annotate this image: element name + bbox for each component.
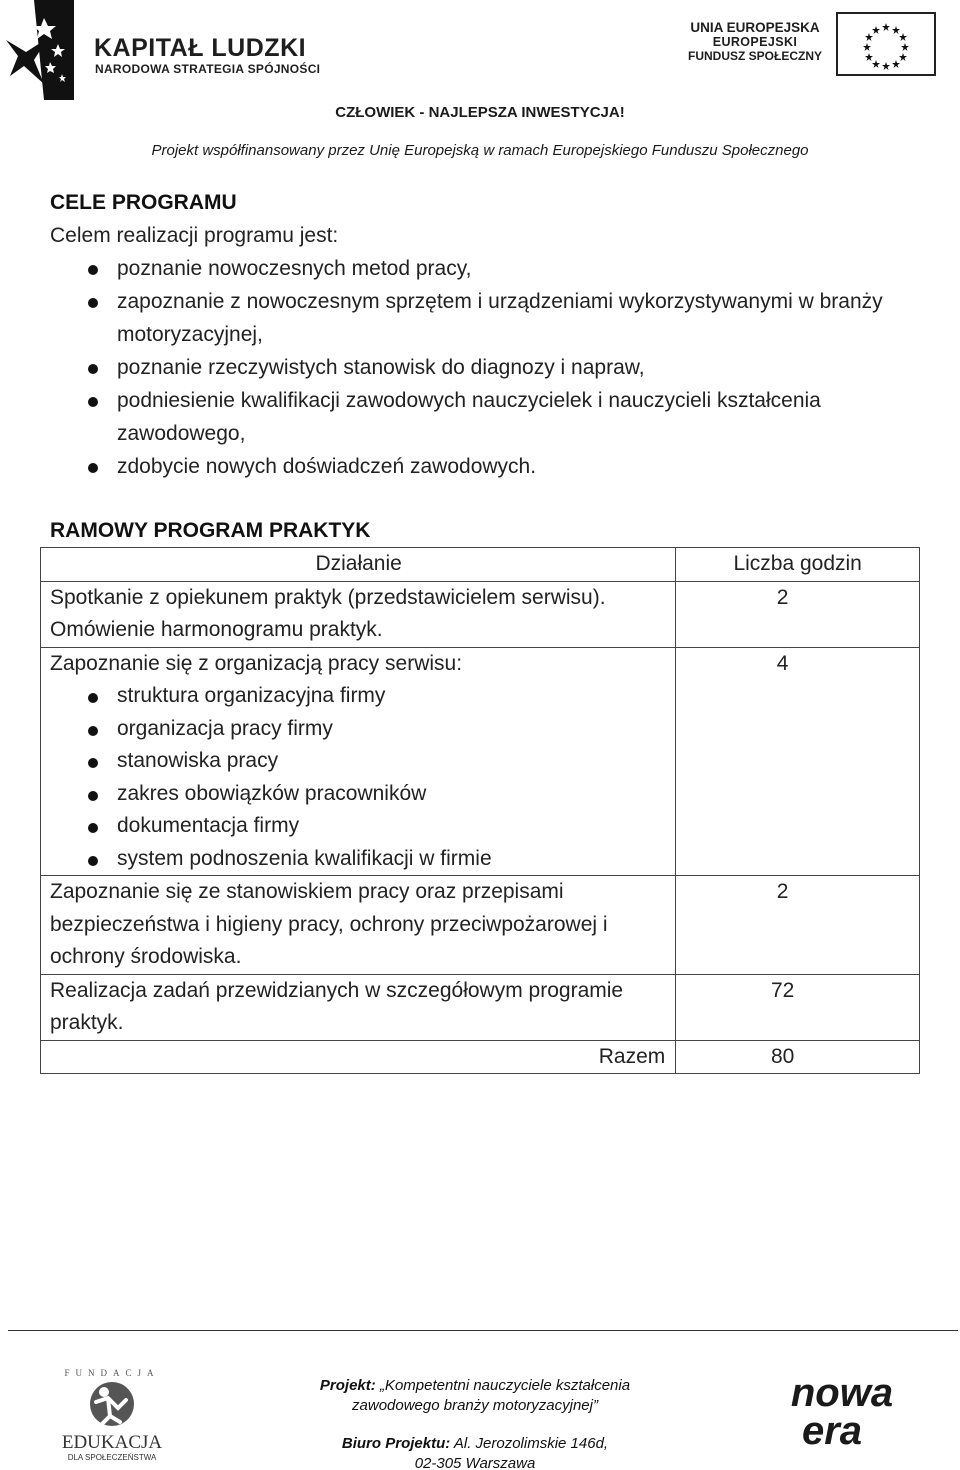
table-row	[41, 876, 920, 975]
list-item	[50, 843, 667, 876]
kapital-ludzki-logo	[4, 0, 74, 100]
hours-cell: 2	[676, 581, 920, 647]
goal-text: poznanie rzeczywistych stanowisk do diagnozy i napraw,	[117, 356, 645, 379]
goals-heading: CELE PROGRAMU	[50, 191, 237, 214]
project-title-line1: „Kompetentni nauczyciele kształcenia	[379, 1377, 631, 1394]
bullet-text: struktura organizacyjna firmy	[117, 684, 386, 707]
hours-cell: 2	[676, 876, 920, 975]
bullet-text: stanowiska pracy	[117, 749, 279, 772]
table-row	[41, 581, 920, 647]
bullet-icon	[88, 758, 98, 768]
table-row	[41, 974, 920, 1040]
bullet-icon	[88, 856, 98, 866]
goal-text: zapoznanie z nowoczesnym sprzętem i urządzeniami wykorzystywanymi w branży motoryzacyjnej,	[117, 290, 883, 346]
goal-text: podniesienie kwalifikacji zawodowych nauczycielek i nauczycieli kształcenia zawodowego,	[117, 389, 821, 445]
project-title	[270, 1376, 680, 1415]
goal-text: poznanie nowoczesnych metod pracy,	[117, 257, 472, 280]
program-table	[40, 547, 920, 1074]
page-header	[0, 0, 960, 170]
list-item	[50, 713, 667, 746]
ue-line3: FUNDUSZ SPOŁECZNY	[687, 49, 822, 63]
list-item	[50, 351, 930, 384]
bullet-icon	[88, 823, 98, 833]
action-line: Omówienie harmonogramu praktyk.	[50, 618, 383, 641]
bullet-icon	[88, 726, 98, 736]
hours-cell: 4	[676, 647, 920, 876]
eu-fund-label	[680, 20, 830, 63]
table-header-row	[41, 548, 920, 582]
nowa-text: nowa	[790, 1371, 894, 1415]
bullet-icon	[88, 693, 98, 703]
fund-name: EDUKACJA	[61, 1432, 163, 1453]
nowa-era-logo	[762, 1370, 922, 1450]
project-title-line2: zawodowego branży motoryzacyjnej”	[352, 1396, 598, 1414]
kapital-ludzki-subtitle: NARODOWA STRATEGIA SPÓJNOŚCI	[95, 62, 321, 76]
fund-arc-text: FUNDACJA	[64, 1368, 160, 1378]
action-line: Spotkanie z opiekunem praktyk (przedstawicielem serwisu).	[50, 585, 606, 609]
cofunding-note: Projekt współfinansowany przez Unię Europejską w ramach Europejskiego Funduszu Społecznego	[151, 142, 809, 159]
list-item	[50, 810, 667, 843]
goal-text: zdobycie nowych doświadczeń zawodowych.	[117, 455, 537, 478]
goals-list	[50, 252, 930, 483]
program-goals	[50, 186, 930, 483]
action-bullets	[50, 680, 667, 875]
office-address-line2: 02-305 Warszawa	[414, 1454, 536, 1470]
action-cell: Zapoznanie się ze stanowiskiem pracy oraz przepisami bezpieczeństwa i higieny pracy, ochrony przeciwpożarowej i ochrony środowiska.	[41, 876, 676, 975]
slogan: CZŁOWIEK - NAJLEPSZA INWESTYCJA!	[335, 104, 625, 121]
footer-divider	[8, 1330, 958, 1331]
bullet-text: system podnoszenia kwalifikacji w firmie	[117, 846, 492, 870]
hours-cell: 72	[676, 974, 920, 1040]
bullet-icon	[88, 397, 98, 407]
action-cell: Realizacja zadań przewidzianych w szczegółowym programie praktyk.	[41, 974, 676, 1040]
bullet-icon	[88, 463, 98, 473]
bullet-text: zakres obowiązków pracowników	[117, 781, 427, 805]
bullet-text: organizacja pracy firmy	[117, 716, 333, 740]
bullet-icon	[88, 364, 98, 374]
goals-intro: Celem realizacji programu jest:	[50, 224, 339, 247]
bullet-icon	[88, 298, 98, 308]
col-action-header: Działanie	[41, 548, 676, 582]
project-label: Projekt:	[319, 1377, 376, 1394]
bullet-icon	[88, 791, 98, 801]
kapital-ludzki-title: KAPITAŁ LUDZKI	[94, 34, 307, 62]
bullet-icon	[88, 265, 98, 275]
total-hours: 80	[676, 1040, 920, 1074]
total-label: Razem	[41, 1040, 676, 1074]
bullet-text: dokumentacja firmy	[117, 814, 300, 837]
action-cell	[41, 581, 676, 647]
list-item	[50, 450, 930, 483]
action-intro: Zapoznanie się z organizacją pracy serwisu:	[50, 651, 463, 675]
fundacja-edukacja-logo	[52, 1364, 172, 1464]
era-text: era	[801, 1409, 863, 1450]
col-hours-header: Liczba godzin	[676, 548, 920, 582]
list-item	[50, 745, 667, 778]
fund-subname: DLA SPOŁECZEŃSTWA	[67, 1453, 157, 1462]
total-row	[41, 1040, 920, 1074]
list-item	[50, 252, 930, 285]
list-item	[50, 285, 930, 351]
office-address-line1: Al. Jerozolimskie 146d,	[453, 1435, 609, 1452]
list-item	[50, 778, 667, 811]
eu-flag-icon	[836, 12, 936, 76]
list-item	[50, 384, 930, 450]
ue-line1: UNIA EUROPEJSKA	[690, 20, 820, 35]
project-office	[270, 1434, 680, 1470]
ue-line2: EUROPEJSKI	[712, 35, 798, 49]
list-item	[50, 680, 667, 713]
table-row	[41, 647, 920, 876]
program-heading: RAMOWY PROGRAM PRAKTYK	[50, 519, 371, 542]
office-label: Biuro Projektu:	[341, 1435, 451, 1452]
action-cell	[41, 647, 676, 876]
